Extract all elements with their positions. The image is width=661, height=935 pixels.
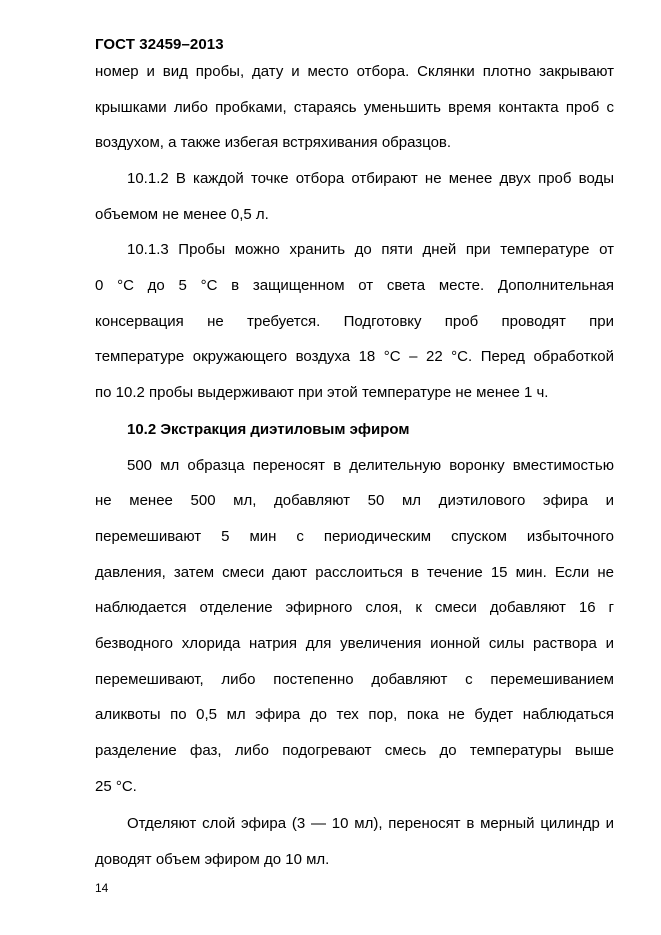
text-line: консервация не требуется. Подготовку проб проводят при [95,313,614,330]
text-line: разделение фаз, либо подогревают смесь до температуры выше [95,742,614,759]
text-line: безводного хлорида натрия для увеличения ионной силы раствора и [95,635,614,652]
page-number: 14 [95,881,109,895]
text-line: 25 °С. [95,778,137,795]
text-line: 10.1.2 В каждой точке отбора отбирают не менее двух проб воды [127,170,614,187]
text-line: перемешивают 5 мин с периодическим спуском избыточного [95,528,614,545]
text-line: номер и вид пробы, дату и место отбора. Склянки плотно закрывают [95,63,614,80]
text-line: Отделяют слой эфира (3 — 10 мл), переносят в мерный цилиндр и [127,815,614,832]
text-line: перемешивают, либо постепенно добавляют с перемешиванием [95,671,614,688]
text-line: 10.1.3 Пробы можно хранить до пяти дней при температуре от [127,241,614,258]
section-heading: 10.2 Экстракция диэтиловым эфиром [127,421,410,438]
standard-header: ГОСТ 32459–2013 [95,36,224,53]
text-line: крышками либо пробками, стараясь уменьшить время контакта проб с [95,99,614,116]
text-line: объемом не менее 0,5 л. [95,206,269,223]
text-line: 0 °С до 5 °С в защищенном от света месте. Дополнительная [95,277,614,294]
text-line: наблюдается отделение эфирного слоя, к смеси добавляют 16 г [95,599,614,616]
text-line: доводят объем эфиром до 10 мл. [95,851,330,868]
text-line: давления, затем смеси дают расслоиться в течение 15 мин. Если не [95,564,614,581]
text-line: аликвоты по 0,5 мл эфира до тех пор, пока не будет наблюдаться [95,706,614,723]
text-line: не менее 500 мл, добавляют 50 мл диэтилового эфира и [95,492,614,509]
text-line: температуре окружающего воздуха 18 °С – 22 °С. Перед обработкой [95,348,614,365]
text-line: по 10.2 пробы выдерживают при этой температуре не менее 1 ч. [95,384,549,401]
text-line: 500 мл образца переносят в делительную воронку вместимостью [127,457,614,474]
text-line: воздухом, а также избегая встряхивания образцов. [95,134,452,151]
